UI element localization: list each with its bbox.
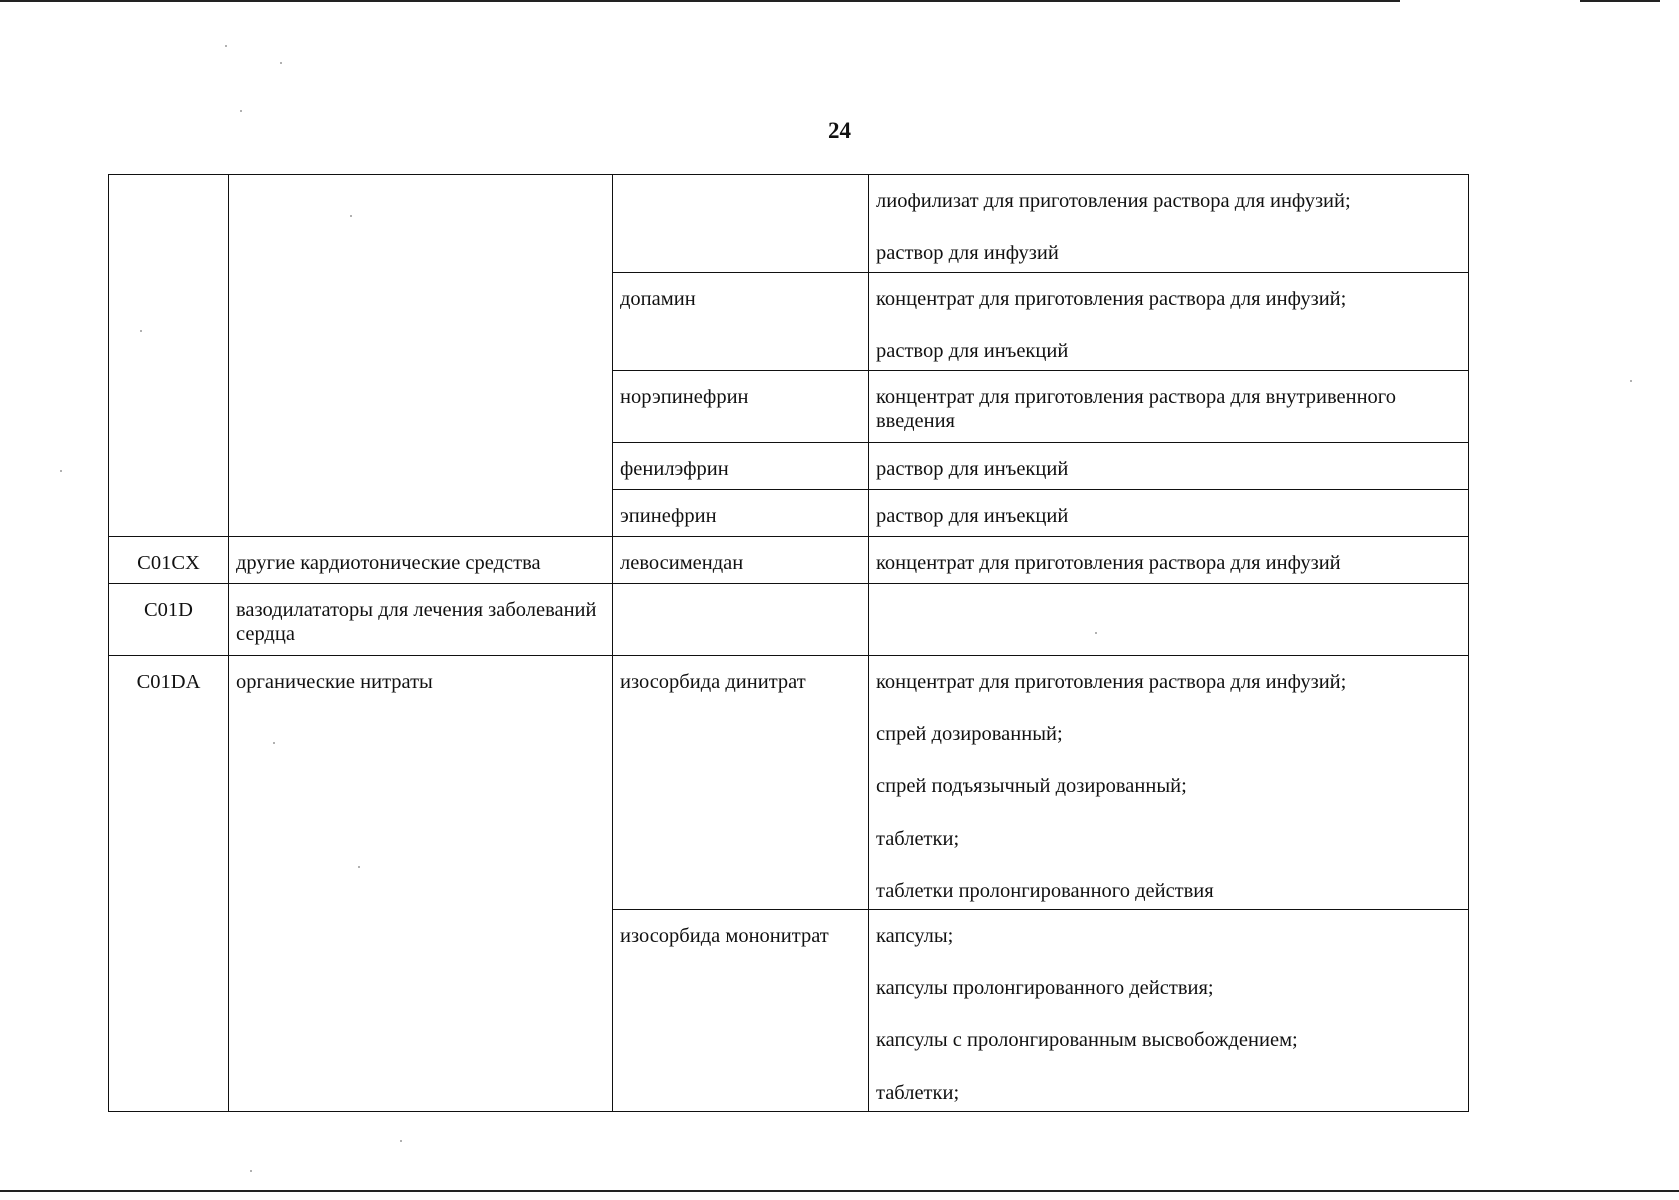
drug-name-cell: изосорбида динитрат	[613, 656, 869, 910]
drug-name-cell: норэпинефрин	[613, 371, 869, 443]
group-name-cell: органические нитраты	[229, 656, 613, 1112]
drug-name-cell: фенилэфрин	[613, 443, 869, 490]
scan-speck	[280, 62, 282, 64]
dosage-form-item: раствор для инъекций	[876, 340, 1069, 363]
drug-name-cell: допамин	[613, 273, 869, 371]
dosage-forms-cell	[869, 584, 1469, 656]
dosage-form-item: концентрат для приготовления раствора для инфузий;	[876, 671, 1347, 693]
group-name-cell: вазодилататоры для лечения заболеваний сердца	[229, 584, 613, 656]
scan-speck	[1630, 380, 1632, 382]
atc-code-cell	[109, 175, 229, 537]
scan-speck	[60, 470, 62, 472]
dosage-form-item: капсулы с пролонгированным высвобождением;	[876, 1029, 1298, 1052]
dosage-form-item: капсулы;	[876, 924, 954, 947]
dosage-form-item: спрей дозированный;	[876, 723, 1063, 746]
dosage-forms-cell	[869, 656, 1469, 910]
dosage-forms-cell	[869, 490, 1469, 537]
scan-speck	[225, 45, 227, 47]
group-name-cell	[229, 175, 613, 537]
group-name-cell: другие кардиотонические средства	[229, 537, 613, 584]
table-row	[109, 537, 1469, 584]
dosage-forms-cell	[869, 273, 1469, 371]
dosage-form-item: раствор для инъекций	[876, 505, 1069, 527]
atc-code-cell: C01D	[109, 584, 229, 656]
scan-speck	[1095, 632, 1097, 634]
dosage-forms-cell	[869, 909, 1469, 1111]
atc-code-cell: C01CX	[109, 537, 229, 584]
scan-speck	[250, 1170, 252, 1172]
dosage-forms-cell	[869, 443, 1469, 490]
dosage-form-item: концентрат для приготовления раствора для внутривенного введения	[876, 386, 1396, 433]
dosage-form-item: концентрат для приготовления раствора для инфузий	[876, 552, 1341, 574]
scan-speck	[400, 1140, 402, 1142]
scan-speck	[358, 866, 360, 868]
page-number: 24	[828, 118, 851, 143]
scan-speck	[350, 215, 352, 217]
dosage-form-item: концентрат для приготовления раствора для инфузий;	[876, 288, 1347, 310]
drug-name-cell: изосорбида мононитрат	[613, 909, 869, 1111]
drug-name-cell	[613, 175, 869, 273]
drug-name-cell	[613, 584, 869, 656]
bottom-scan-edge	[0, 1190, 1679, 1192]
dosage-form-item: таблетки;	[876, 1081, 960, 1104]
table-row	[109, 656, 1469, 910]
dosage-form-item: спрей подъязычный дозированный;	[876, 775, 1187, 798]
table-row	[109, 584, 1469, 656]
dosage-forms-cell	[869, 175, 1469, 273]
dosage-form-item: таблетки пролонгированного действия	[876, 879, 1214, 902]
atc-code-cell: C01DA	[109, 656, 229, 1112]
drug-name-cell: эпинефрин	[613, 490, 869, 537]
drug-name-cell: левосимендан	[613, 537, 869, 584]
scan-speck	[273, 742, 275, 744]
top-scan-edge-right	[1580, 0, 1660, 2]
top-scan-edge	[0, 0, 1400, 2]
drug-table	[108, 174, 1469, 1112]
dosage-forms-cell	[869, 371, 1469, 443]
table-row	[109, 175, 1469, 273]
scan-speck	[140, 330, 142, 332]
dosage-form-item: раствор для инъекций	[876, 458, 1069, 480]
dosage-form-item: капсулы пролонгированного действия;	[876, 977, 1214, 1000]
dosage-form-item: таблетки;	[876, 827, 960, 850]
dosage-form-item: раствор для инфузий	[876, 242, 1059, 265]
scan-speck	[240, 110, 242, 112]
dosage-forms-cell	[869, 537, 1469, 584]
dosage-form-item: лиофилизат для приготовления раствора для инфузий;	[876, 190, 1351, 212]
